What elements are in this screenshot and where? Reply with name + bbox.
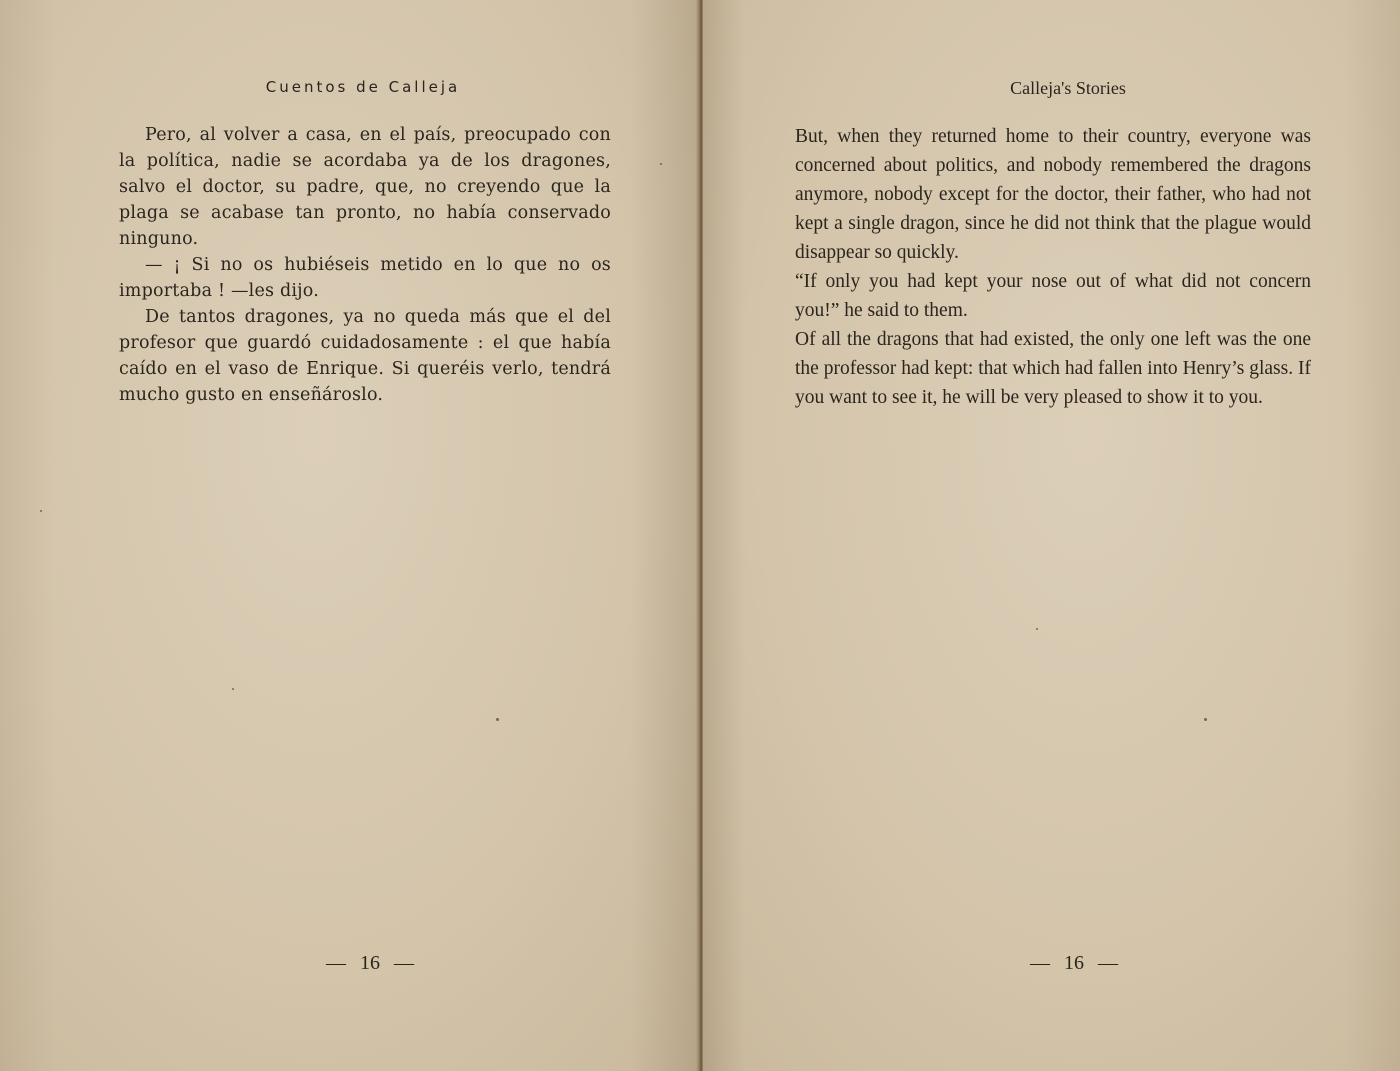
left-paragraph-1-tail: ninguno. [119,229,199,249]
right-folio-dash-before: — [1030,952,1050,974]
right-folio [1016,952,1132,975]
paper-speck [660,163,662,165]
right-paragraph: Of all the dragons that had existed, the only one left was the one the professor had kept: that which had fallen into Henry’s glass. If you want to see it, he will be very pleased to show it to you. [795,329,1311,408]
right-folio-dash-after: — [1098,952,1118,974]
right-body-text [795,122,1311,412]
left-paragraph [119,304,611,408]
right-paragraph: “If only you had kept your nose out of what did not concern you!” he said to them. [795,271,1311,321]
right-page-number: 16 [1064,952,1084,974]
left-paragraph [119,252,611,304]
right-page [703,0,1400,1071]
left-page-number: 16 [360,952,380,974]
left-paragraph [119,122,611,252]
left-folio-dash-after: — [394,952,414,974]
paper-speck [232,688,234,690]
left-paragraph-2-text: — ¡ Si no os hubiéseis metido en lo que no os importaba ! —les dijo. [119,255,611,301]
paper-speck [496,718,499,721]
paper-speck [1036,628,1038,630]
right-paragraph: But, when they returned home to their country, everyone was concerned about politics, and nobody remembered the dragons anymore, nobody except for the doctor, their father, who had not kept a single dragon, since he did not think that the plague would disappear so quickly. [795,126,1311,263]
left-folio-dash-before: — [326,952,346,974]
left-running-head: Cuentos de Calleja [265,78,461,96]
left-body-text [119,122,611,408]
right-running-head: Calleja's Stories [1010,78,1126,98]
left-folio [312,952,428,975]
left-paragraph-1-text: Pero, al volver a casa, en el país, preocupado con la política, nadie se acordaba ya de los dragones, salvo el doctor, su padre, que, no creyendo que la plaga se acabase tan pronto, no había conservado [119,125,611,223]
paper-speck [1204,718,1207,721]
paper-speck [40,510,42,512]
left-paragraph-3-text: De tantos dragones, ya no queda más que el del profesor que guardó cuidadosamente : el que había caído en el vaso de Enrique. Si queréis verlo, tendrá mucho gusto en enseñároslo. [119,307,611,405]
